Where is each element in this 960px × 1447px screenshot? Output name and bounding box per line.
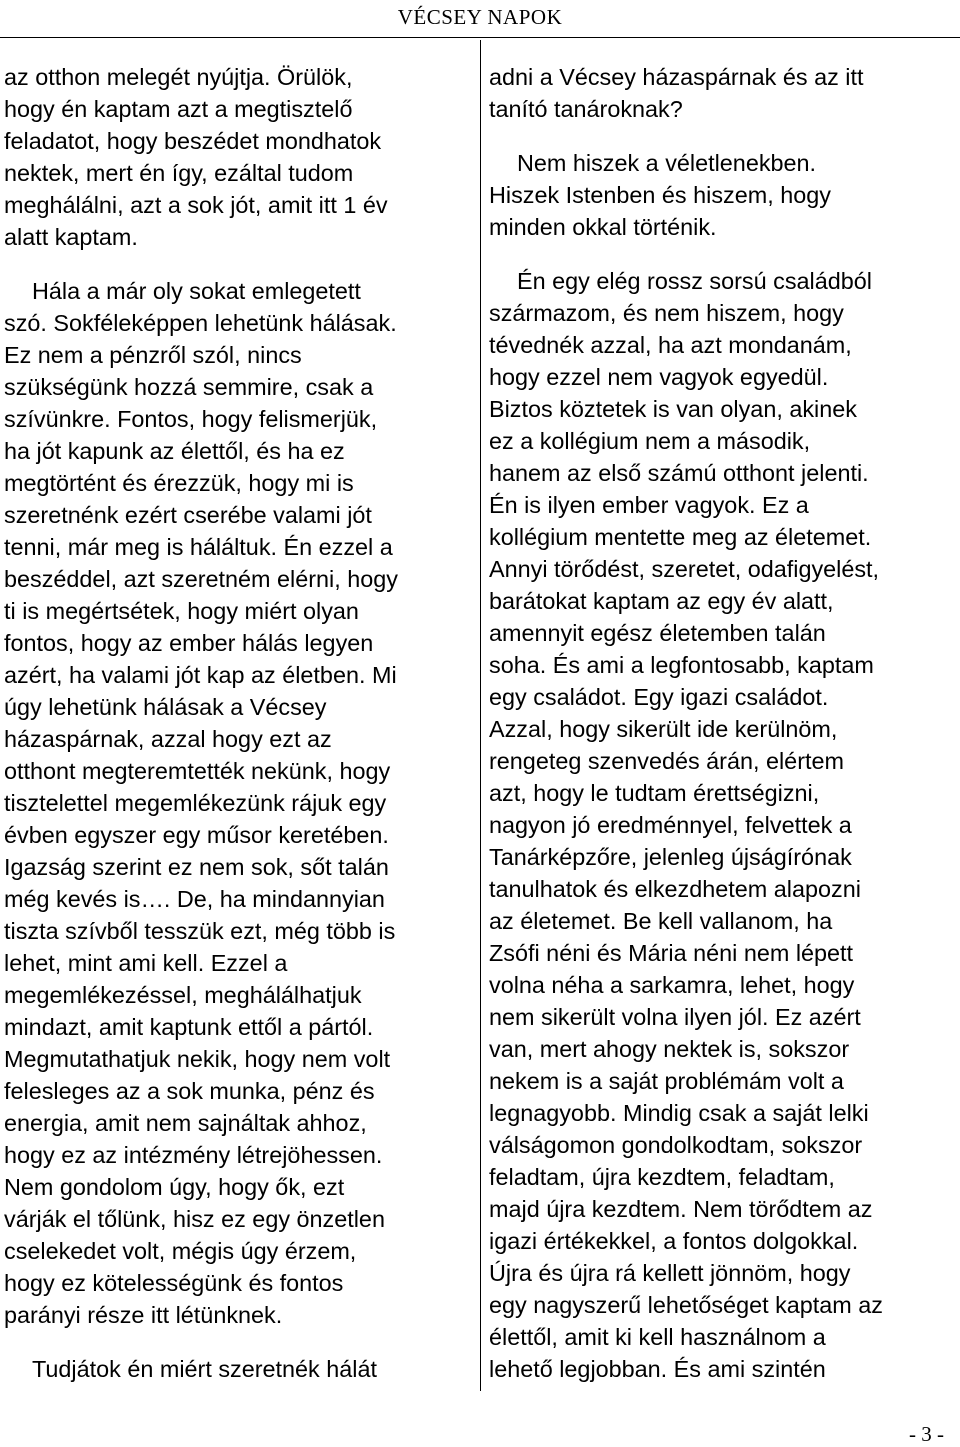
- running-header: VÉCSEY NAPOK: [397, 5, 563, 29]
- column-divider: [480, 40, 481, 1391]
- header-rule: [0, 37, 960, 38]
- left-paragraph-2: Hála a már oly sokat emlegetett szó. Sokféleképpen lehetünk hálásak. Ez nem a pénzről szól, nincs szükségünk hozzá semmire, csak a szívünkre. Fontos, hogy felismerjük, ha jót kapunk az élettől, és ha ez megtörtént és érezzük, hogy mi is szeretnénk ezért cserébe valami jót tenni, már meg is háláltuk. Én ezzel a beszéddel, azt szeretném elérni, hogy ti is megértsétek, hogy miért olyan fontos, hogy az ember hálás legyen azért, ha valami jót kap az életben. Mi úgy lehetünk hálásak a Vécsey házaspárnak, azzal hogy ezt az otthont megteremtették nekünk, hogy tisztelettel megemlékezünk rájuk egy évben egyszer egy műsor keretében. Igazság szerint ez nem sok, sőt talán még kevés is…. De, ha mindannyian tiszta szívből tesszük ezt, még több is lehet, mint ami kell. Ezzel a megemlékezéssel, meghálálhatjuk mindazt, amit kaptunk ettől a pártól. Megmutathatjuk nekik, hogy nem volt felesleges az a sok munka, pénz és energia, amit nem sajnáltak ahhoz, hogy ez az intézmény létrejöhessen. Nem gondolom úgy, hogy ők, ezt várják el tőlünk, hisz ez egy önzetlen cselekedet volt, mégis úgy érzem, hogy ez kötelességünk és fontos parányi része itt létünknek.: [4, 278, 398, 1328]
- right-paragraph-1: adni a Vécsey házaspárnak és az itt tanító tanároknak?: [489, 64, 864, 122]
- left-column: [4, 61, 478, 1407]
- left-paragraph-3: Tudjátok én miért szeretnék hálát: [32, 1356, 377, 1382]
- page-number: - 3 -: [909, 1422, 944, 1446]
- left-paragraph-1: az otthon melegét nyújtja. Örülök, hogy én kaptam azt a megtisztelő feladatot, hogy beszédet mondhatok nektek, mert én így, ezáltal tudom meghálálni, azt a sok jót, amit itt 1 év alatt kaptam.: [4, 64, 388, 250]
- right-column: [489, 61, 958, 1407]
- right-paragraph-3: Én egy elég rossz sorsú családból származom, és nem hiszem, hogy tévednék azzal, ha azt mondanám, hogy ezzel nem vagyok egyedül. Biztos köztetek is van olyan, akinek ez a kollégium nem a második, hanem az első számú otthont jelenti. Én is ilyen ember vagyok. Ez a kollégium mentette meg az életemet. Annyi törődést, szeretet, odafigyelést, barátokat kaptam az egy év alatt, amennyit egész életemben talán soha. És ami a legfontosabb, kaptam egy családot. Egy igazi családot. Azzal, hogy sikerült ide kerülnöm, rengeteg szenvedés árán, elértem azt, hogy le tudtam érettségizni, nagyon jó eredménnyel, felvettek a Tanárképzőre, jelenleg újságírónak tanulhatok és elkezdhetem alapozni az életemet. Be kell vallanom, ha Zsófi néni és Mária néni nem lépett volna néha a sarkamra, lehet, hogy nem sikerült volna ilyen jól. Ez azért van, mert ahogy nektek is, sokszor nekem is a saját problémám volt a legnagyobb. Mindig csak a saját lelki válságomon gondolkodtam, sokszor feladtam, újra kezdtem, feladtam, majd újra kezdtem. Nem törődtem az igazi értékekkel, a fontos dolgokkal. Újra és újra rá kellett jönnöm, hogy egy nagyszerű lehetőséget kaptam az élettől, amit ki kell használnom a lehető legjobban. És ami szintén: [489, 268, 883, 1382]
- right-paragraph-2: Nem hiszek a véletlenekben. Hiszek Istenben és hiszem, hogy minden okkal történik.: [489, 150, 831, 240]
